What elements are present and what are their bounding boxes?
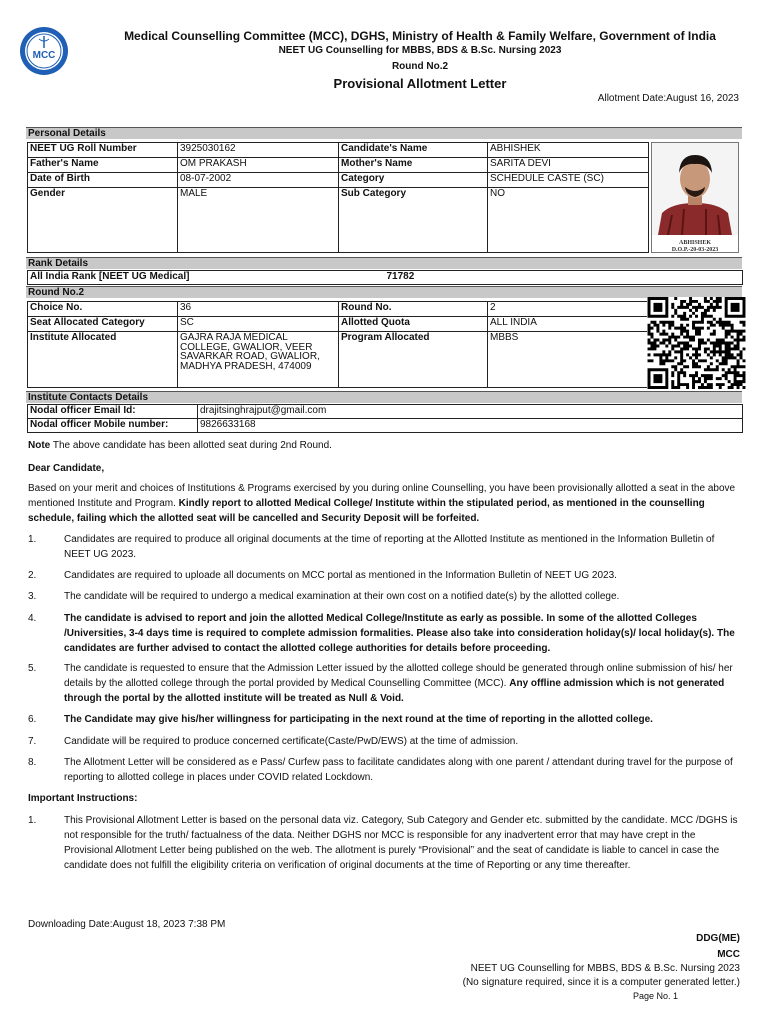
mobile-value: 9826633168 xyxy=(198,419,743,433)
page-number: Page No. 1 xyxy=(632,991,678,1001)
point-number: 5. xyxy=(28,663,37,674)
qr-modules xyxy=(648,297,746,389)
choice-value: 36 xyxy=(178,302,339,317)
important-number: 1. xyxy=(28,815,37,826)
page-title: Provisional Allotment Letter xyxy=(333,76,507,91)
point-text: Candidate will be required to produce concerned certificate(Caste/PwD/EWS) at the time of admission. xyxy=(64,736,519,747)
header-ministry: Medical Counselling Committee (MCC), DGHS, Ministry of Health & Family Welfare, Government of India xyxy=(124,29,716,43)
choice-label: Choice No. xyxy=(28,302,178,317)
mother-value: SARITA DEVI xyxy=(488,158,649,173)
point-number: 1. xyxy=(28,534,37,545)
note xyxy=(28,438,742,453)
point-number: 2. xyxy=(28,570,37,581)
subcategory-value: NO xyxy=(488,188,649,253)
email-label: Nodal officer Email Id: xyxy=(28,405,198,419)
point-text: The Allotment Letter will be considered as e Pass/ Curfew pass to facilitate candidates along with one parent / attendant during travel for the purpose of reporting to allotted college in places under COVID related Lockdown. xyxy=(64,757,733,783)
point-bold: Any offline admission which is not generated through the portal by the allotted institute will be treated as Null & Void. xyxy=(64,678,725,704)
signatory-designation: DDG(ME) xyxy=(696,933,740,944)
point-2 xyxy=(64,568,742,583)
intro-plain: Based on your merit and choices of Institutions & Programs exercised by you during online Counselling, you have been provisionally allotted a seat in the above mentioned Institute and Program. xyxy=(28,483,736,509)
contacts-table xyxy=(27,404,743,433)
air-value: 71782 xyxy=(385,271,743,285)
note-text: The above candidate has been allotted seat during 2nd Round. xyxy=(50,440,332,451)
father-value: OM PRAKASH xyxy=(178,158,339,173)
subcategory-label: Sub Category xyxy=(339,188,488,253)
point-number: 8. xyxy=(28,757,37,768)
section-institute-contacts: Institute Contacts Details xyxy=(26,391,742,403)
seat-category-label: Seat Allocated Category xyxy=(28,317,178,332)
seat-category-value: SC xyxy=(178,317,339,332)
mother-label: Mother's Name xyxy=(339,158,488,173)
section-round: Round No.2 xyxy=(26,286,742,298)
point-6 xyxy=(64,712,742,727)
dob-value: 08-07-2002 xyxy=(178,173,339,188)
point-7 xyxy=(64,734,742,749)
point-bold: The candidate is advised to report and join the allotted Medical College/Institute as early as possible. In some of the allotted Colleges /Universities, 3-4 days time is required to complete admission formalities. Please also take into consideration holiday(s)/ local holiday(s). The candidates are further advised to contact the allotted college authorities for details before proceeding. xyxy=(64,613,735,654)
air-label: All India Rank [NEET UG Medical] xyxy=(28,271,385,285)
gender-label: Gender xyxy=(28,188,178,253)
father-label: Father's Name xyxy=(28,158,178,173)
intro-paragraph xyxy=(28,481,742,526)
quota-label: Allotted Quota xyxy=(339,317,488,332)
candidate-photo-image xyxy=(652,143,738,235)
category-value: SCHEDULE CASTE (SC) xyxy=(488,173,649,188)
point-text: The candidate will be required to undergo a medical examination at their own cost on a notified date(s) by the allotted college. xyxy=(64,591,620,602)
point-number: 7. xyxy=(28,736,37,747)
point-text: Candidates are required to produce all original documents at the time of reporting at the Allotted Institute as mentioned in the Information Bulletin of NEET UG 2023. xyxy=(64,534,715,560)
roll-value: 3925030162 xyxy=(178,143,339,158)
intro-bold: Kindly report to allotted Medical College/ Institute within the stipulated period, as mentioned in the counselling schedule, failing which the allotted seat will be cancelled and Security Deposit will be forfeited. xyxy=(28,498,705,524)
program-value: MBBS xyxy=(488,332,649,388)
section-personal-details: Personal Details xyxy=(26,127,742,139)
dob-label: Date of Birth xyxy=(28,173,178,188)
point-text: The candidate is requested to ensure that the Admission Letter issued by the allotted college should be generated through online submission of his/ her details by the allotted college through the portal provided by Medical Counselling Committee (MCC). xyxy=(64,663,733,689)
candidate-photo xyxy=(651,142,739,253)
point-text: Candidates are required to uploade all documents on MCC portal as mentioned in the Information Bulletin of NEET UG 2023. xyxy=(64,570,617,581)
header-round: Round No.2 xyxy=(391,61,449,72)
point-1 xyxy=(64,532,742,562)
roll-label: NEET UG Roll Number xyxy=(28,143,178,158)
mcc-logo xyxy=(17,26,71,76)
allotment-table xyxy=(27,301,649,388)
institute-label: Institute Allocated xyxy=(28,332,178,388)
footer-no-signature: (No signature required, since it is a computer generated letter.) xyxy=(462,977,740,988)
allotment-date: Allotment Date:August 16, 2023 xyxy=(597,93,739,104)
point-8 xyxy=(64,755,742,785)
program-label: Program Allocated xyxy=(339,332,488,388)
section-rank-details: Rank Details xyxy=(26,257,742,269)
footer-counselling: NEET UG Counselling for MBBS, BDS & B.Sc. Nursing 2023 xyxy=(470,963,740,974)
email-value: drajitsinghrajput@gmail.com xyxy=(198,405,743,419)
photo-caption-name: ABHISHEK xyxy=(678,240,711,246)
quota-value: ALL INDIA xyxy=(488,317,649,332)
svg-text:MCC: MCC xyxy=(32,50,56,61)
point-5 xyxy=(64,661,742,706)
mobile-label: Nodal officer Mobile number: xyxy=(28,419,198,433)
point-number: 4. xyxy=(28,613,37,624)
institute-value: GAJRA RAJA MEDICAL COLLEGE, GWALIOR, VEER SAVARKAR ROAD, GWALIOR, MADHYA PRADESH, 474009 xyxy=(178,332,339,388)
round-value: 2 xyxy=(488,302,649,317)
round-label: Round No. xyxy=(339,302,488,317)
download-date: Downloading Date:August 18, 2023 7:38 PM xyxy=(28,919,226,930)
point-bold: The Candidate may give his/her willingness for participating in the next round at the time of reporting in the allotted college. xyxy=(64,714,653,725)
personal-details-table xyxy=(27,142,649,253)
name-value: ABHISHEK xyxy=(488,143,649,158)
note-label: Note xyxy=(28,440,51,451)
important-text: This Provisional Allotment Letter is based on the personal data viz. Category, Sub Category and Gender etc. submitted by the candidate. MCC /DGHS is not responsible for the truth/ factualness of the data. Neither DGHS nor MCC is responsible for any inadvertent error that may have crept in the Provisional Allotment Letter being published on the web. The allotment is purely “Provisional” and the seat of candidate is liable to cancel in case the candidate does not fulfill the eligibility criteria on verification of original documents at the time of Reporting or any time thereafter. xyxy=(64,815,738,871)
signatory-org: MCC xyxy=(717,949,740,960)
gender-value: MALE xyxy=(178,188,339,253)
point-number: 3. xyxy=(28,591,37,602)
greeting: Dear Candidate, xyxy=(28,463,105,474)
name-label: Candidate's Name xyxy=(339,143,488,158)
point-number: 6. xyxy=(28,714,37,725)
category-label: Category xyxy=(339,173,488,188)
point-3 xyxy=(64,589,742,604)
rank-table xyxy=(27,270,743,285)
important-title: Important Instructions: xyxy=(28,793,138,804)
photo-caption-date: D.O.P.-20-03-2023 xyxy=(671,247,719,253)
point-4 xyxy=(64,611,742,656)
qr-code xyxy=(647,297,746,389)
header-counselling: NEET UG Counselling for MBBS, BDS & B.Sc. Nursing 2023 xyxy=(278,45,562,56)
